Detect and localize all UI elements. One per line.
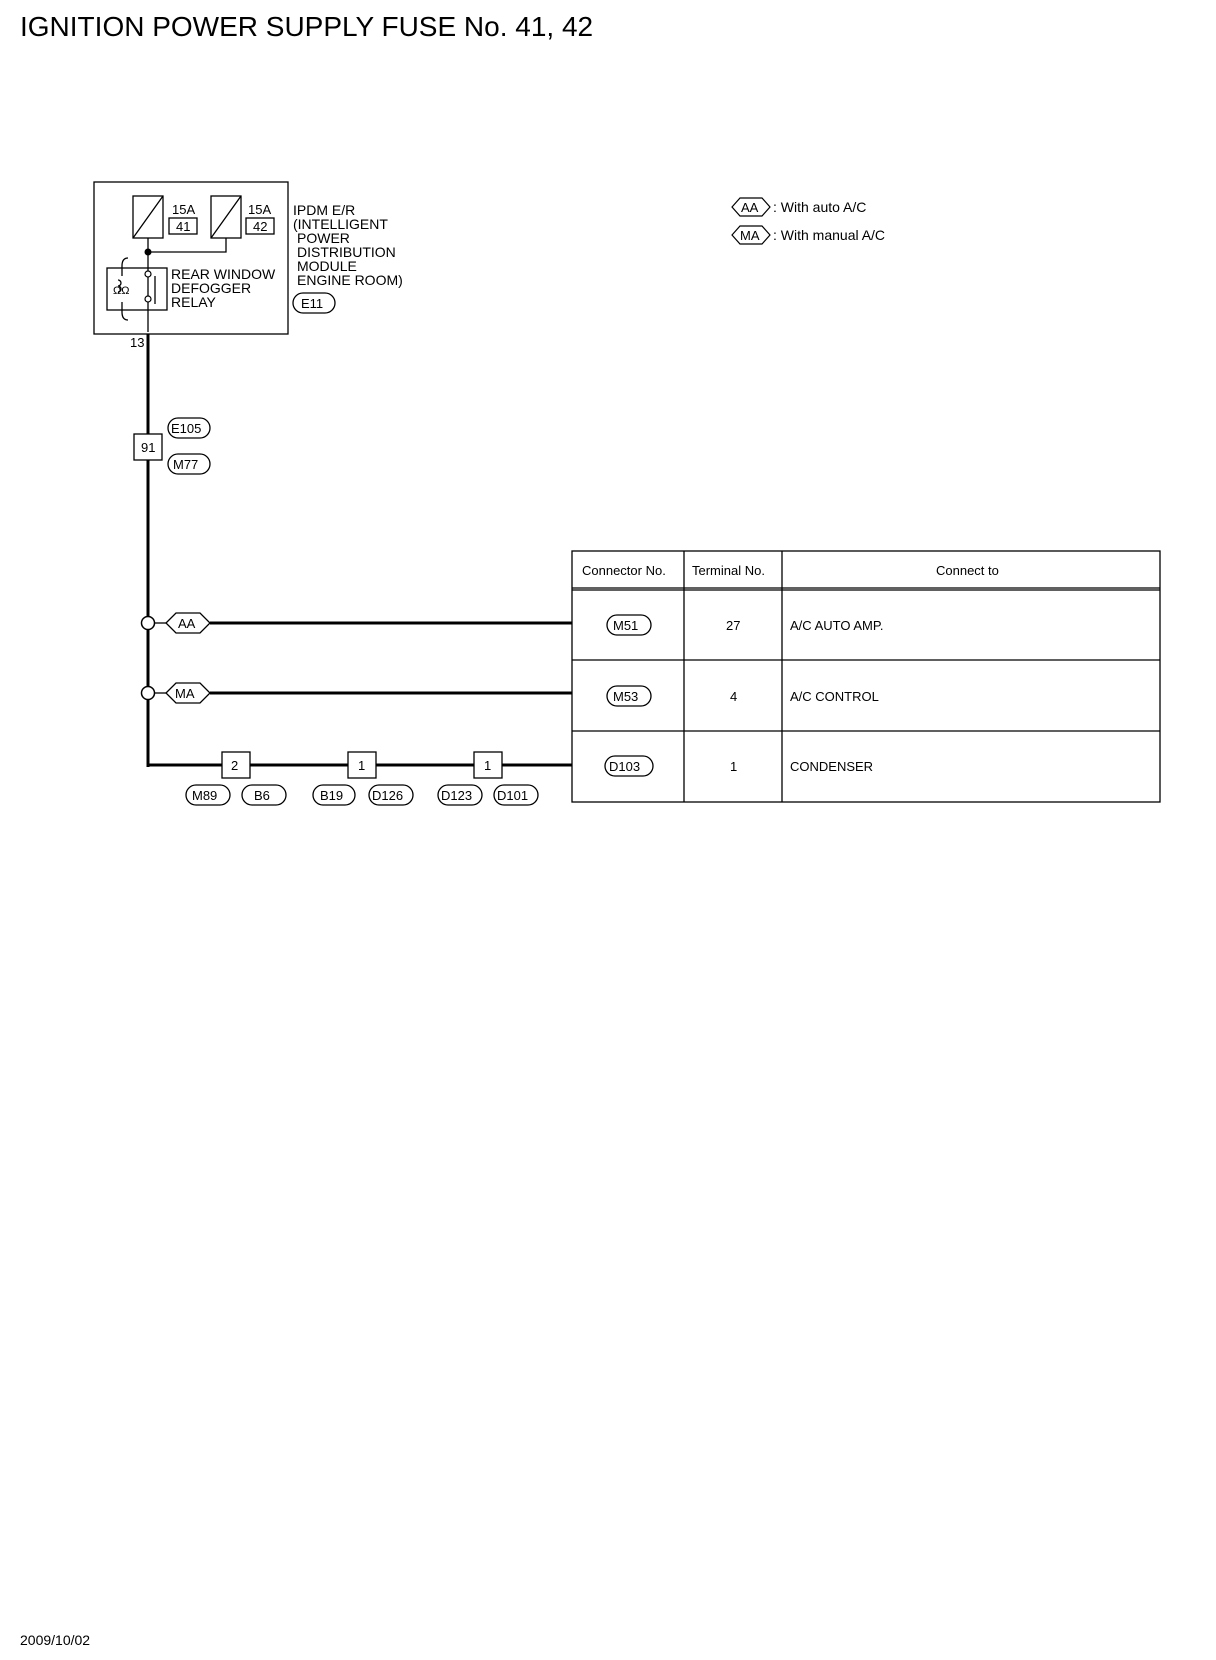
connector-d126: D126: [372, 788, 404, 803]
connector-d123: D123: [441, 788, 473, 803]
connector-e11: E11: [301, 296, 324, 311]
branch-ma: [142, 683, 573, 703]
fuse-42-amps: 15A: [248, 202, 272, 217]
legend-ma-text: : With manual A/C: [773, 227, 886, 243]
relay-label-2: DEFOGGER: [171, 280, 252, 296]
inline-connector-2-pin: 1: [358, 758, 366, 773]
inline-connector-1-pin: 2: [231, 758, 239, 773]
row-1-connect-to: A/C AUTO AMP.: [790, 618, 884, 633]
joint-connector-91: [134, 418, 210, 474]
table-row: [605, 756, 873, 776]
row-2-terminal: 4: [730, 689, 738, 704]
ipdm-module: [94, 182, 403, 350]
relay-label-1: REAR WINDOW: [171, 266, 276, 282]
legend-ma-code: MA: [740, 228, 760, 243]
branch-ma-splice: [142, 687, 155, 700]
connector-table: [572, 551, 1160, 802]
table-header-connector: Connector No.: [582, 563, 666, 578]
fuse-42-number: 42: [253, 219, 268, 234]
row-3-connect-to: CONDENSER: [790, 759, 874, 774]
fuse-41-amps: 15A: [172, 202, 196, 217]
connector-m89: M89: [192, 788, 218, 803]
relay-label-3: RELAY: [171, 294, 216, 310]
legend: [732, 198, 885, 244]
row-3-terminal: 1: [730, 759, 738, 774]
terminal-13: 13: [130, 335, 145, 350]
page-title: IGNITION POWER SUPPLY FUSE No. 41, 42: [20, 11, 594, 42]
module-label-1: IPDM E/R: [293, 202, 356, 218]
fuse-42: [211, 196, 274, 238]
module-label-2: (INTELLIGENT: [293, 216, 388, 232]
table-row: [607, 686, 879, 706]
connector-m77: M77: [173, 457, 199, 472]
connector-e105: E105: [171, 421, 202, 436]
connector-b19: B19: [320, 788, 344, 803]
row-2-connect-to: A/C CONTROL: [790, 689, 879, 704]
table-header-connect-to: Connect to: [936, 563, 999, 578]
row-3-connector: D103: [609, 759, 641, 774]
branch-aa: [142, 613, 573, 633]
connector-b6: B6: [254, 788, 270, 803]
branch-aa-label: AA: [178, 616, 196, 631]
condenser-run: [148, 752, 572, 805]
joint-pin: 91: [141, 440, 156, 455]
row-1-terminal: 27: [726, 618, 741, 633]
legend-aa-text: : With auto A/C: [773, 199, 867, 215]
defogger-relay: [107, 258, 276, 320]
inline-connector-3-pin: 1: [484, 758, 492, 773]
table-row: [607, 615, 883, 635]
fuse-41: [133, 196, 197, 238]
table-header-terminal: Terminal No.: [692, 563, 765, 578]
splice-dot: [145, 249, 152, 256]
module-label-3: POWER: [297, 230, 350, 246]
module-label-6: ENGINE ROOM): [297, 272, 403, 288]
module-label-4: DISTRIBUTION: [297, 244, 396, 260]
branch-aa-splice: [142, 617, 155, 630]
branch-ma-label: MA: [175, 686, 195, 701]
row-1-connector: M51: [613, 618, 639, 633]
footer-date: 2009/10/02: [20, 1632, 91, 1648]
relay-coil-icon: ΩΩ: [113, 285, 130, 297]
legend-aa-code: AA: [741, 200, 759, 215]
row-2-connector: M53: [613, 689, 639, 704]
connector-d101: D101: [497, 788, 529, 803]
fuse-41-number: 41: [176, 219, 191, 234]
module-label-5: MODULE: [297, 258, 357, 274]
